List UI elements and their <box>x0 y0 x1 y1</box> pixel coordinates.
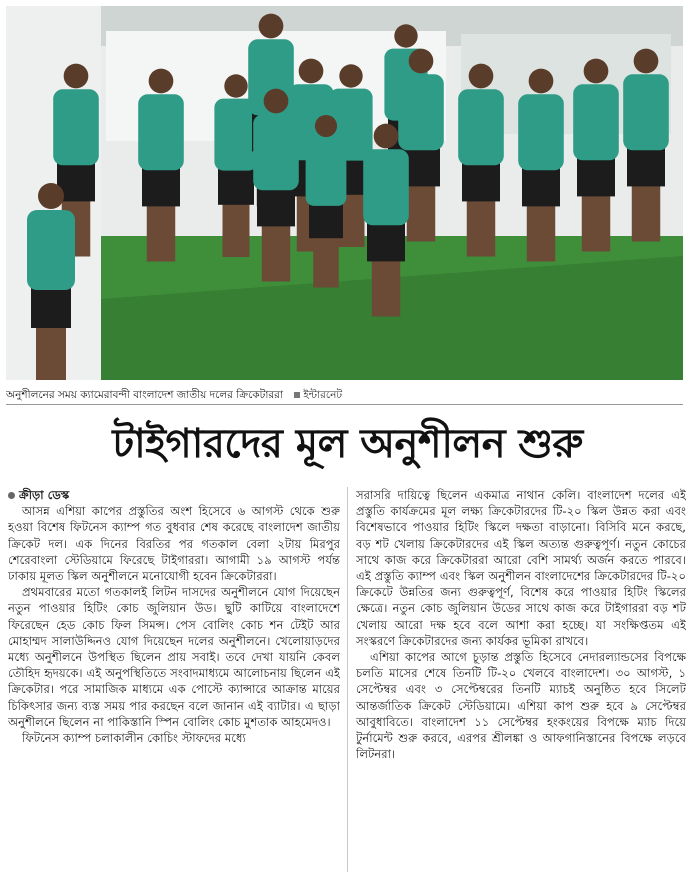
paragraph: সরাসরি দায়িত্বে ছিলেন একমাত্র নাথান কেলি। বাংলাদেশ দলের এই প্রস্তুতি কার্যক্রমের মূল লক্ষ্য ক্রিকেটারদের টি-২০ স্কিল উন্নত করা এবং বিশেষভাবে পাওয়ার হিটিং স্কিলে দক্ষতা বাড়ানো। বিসিবি মনে করছে, বড় শট খেলায় ক্রিকেটারদের এই স্কিল অত্যন্ত গুরুত্বপূর্ণ। নতুন কোচের সাথে কাজ করে ক্রিকেটাররা আরো বেশি সামর্থ্য অর্জন করতে পারবে। এই প্রস্তুতি ক্যাম্প এবং স্কিল অনুশীলন বাংলাদেশের ক্রিকেটারদের টি-২০ ক্রিকেটে উন্নতির জন্য গুরুত্বপূর্ণ, বিশেষ করে পাওয়ার হিটিং স্কিলের ক্ষেত্রে। নতুন কোচ জুলিয়ান উডের সাথে কাজ করে টাইগাররা বড় শট খেলায় আরো দক্ষ হবে বলে আশা করা হচ্ছে। যা সংক্ষিপ্ততম এই সংস্করণে ক্রিকেটারদের জন্য কার্যকর ভূমিকা রাখবে। <box>356 488 686 648</box>
article-right-column <box>356 487 686 875</box>
bullet-icon <box>8 492 15 499</box>
paragraph: এশিয়া কাপের আগে চূড়ান্ত প্রস্তুতি হিসেবে নেদারল্যান্ডসের বিপক্ষে চলতি মাসের শেষে তিনটি টি-২০ খেলবে বাংলাদেশ। ৩০ আগস্ট, ১ সেপ্টেম্বর এবং ৩ সেপ্টেম্বরের তিনটি ম্যাচই অনুষ্ঠিত হবে সিলেট আন্তর্জাতিক ক্রিকেট স্টেডিয়ামে। এশিয়া কাপ শুরু হবে ৯ সেপ্টেম্বর আবুধাবিতে। বাংলাদেশ ১১ সেপ্টেম্বর হংকংয়ের বিপক্ষে ম্যাচ দিয়ে টুর্নামেন্ট শুরু করবে, এরপর শ্রীলঙ্কা ও আফগানিস্তানের বিপক্ষে লড়বে লিটনরা। <box>356 650 686 762</box>
paragraph: আসন্ন এশিয়া কাপের প্রস্তুতির অংশ হিসেবে ৬ আগস্ট থেকে শুরু হওয়া বিশেষ ফিটনেস ক্যাম্প গত বুধবার শেষ করেছে বাংলাদেশ জাতীয় ক্রিকেট দল। এক দিনের বিরতির পর গতকাল বেলা ২টায় মিরপুর শেরেবাংলা স্টেডিয়ামে ফিরেছে টাইগাররা। আগামী ১৯ আগস্ট পর্যন্ত ঢাকায় মূলত স্কিল অনুশীলনে মনোযোগী হবেন ক্রিকেটাররা। <box>8 504 340 584</box>
photo-caption <box>6 386 683 405</box>
photo-credit-text: ইন্টারনেট <box>303 389 343 401</box>
credit-square-icon <box>294 392 300 398</box>
column-divider <box>347 487 348 872</box>
paragraph: ফিটনেস ক্যাম্প চলাকালীন কোচিং স্টাফদের মধ্যে <box>22 731 246 746</box>
article-left-column <box>8 487 340 875</box>
team-training-photo <box>6 6 683 380</box>
headline: টাইগারদের মূল অনুশীলন শুরু <box>112 420 583 467</box>
dateline-text: ক্রীড়া ডেস্ক <box>19 488 70 502</box>
photo-caption-text: অনুশীলনের সময় ক্যামেরাবন্দী বাংলাদেশ জাতীয় দলের ক্রিকেটাররা <box>6 389 283 401</box>
paragraph: প্রথমবারের মতো গতকালই লিটন দাসদের অনুশীলনে যোগ দিয়েছেন নতুন পাওয়ার হিটিং কোচ জুলিয়ান উড। ছুটি কাটিয়ে বাংলাদেশে ফিরেছেন হেড কোচ ফিল সিমন্স। পেস বোলিং কোচ শন টেইট আর মোহাম্মদ সালাউদ্দিনও যোগ দিয়েছেন দলের অনুশীলনে। খেলোয়াড়দের মধ্যে অনুশীলনে উপস্থিত ছিলেন প্রায় সবাই। তবে দেখা যায়নি কেবল তৌহিদ হৃদয়কে। এই অনুপস্থিতিতে সংবাদমাধ্যমে আলোচনায় ছিলেন এই ক্রিকেটার। পরে সামাজিক মাধ্যমে এক পোস্টে ক্যান্সারে আক্রান্ত মায়ের চিকিৎসার জন্য ব্যস্ত সময় পার করছেন বলে জানান এই ব্যাটার। এ ছাড়া অনুশীলনে ছিলেন না পাকিস্তানি স্পিন বোলিং কোচ মুশতাক আহমেদও। <box>8 585 340 729</box>
dateline <box>8 487 340 503</box>
photo-credit <box>294 389 342 401</box>
